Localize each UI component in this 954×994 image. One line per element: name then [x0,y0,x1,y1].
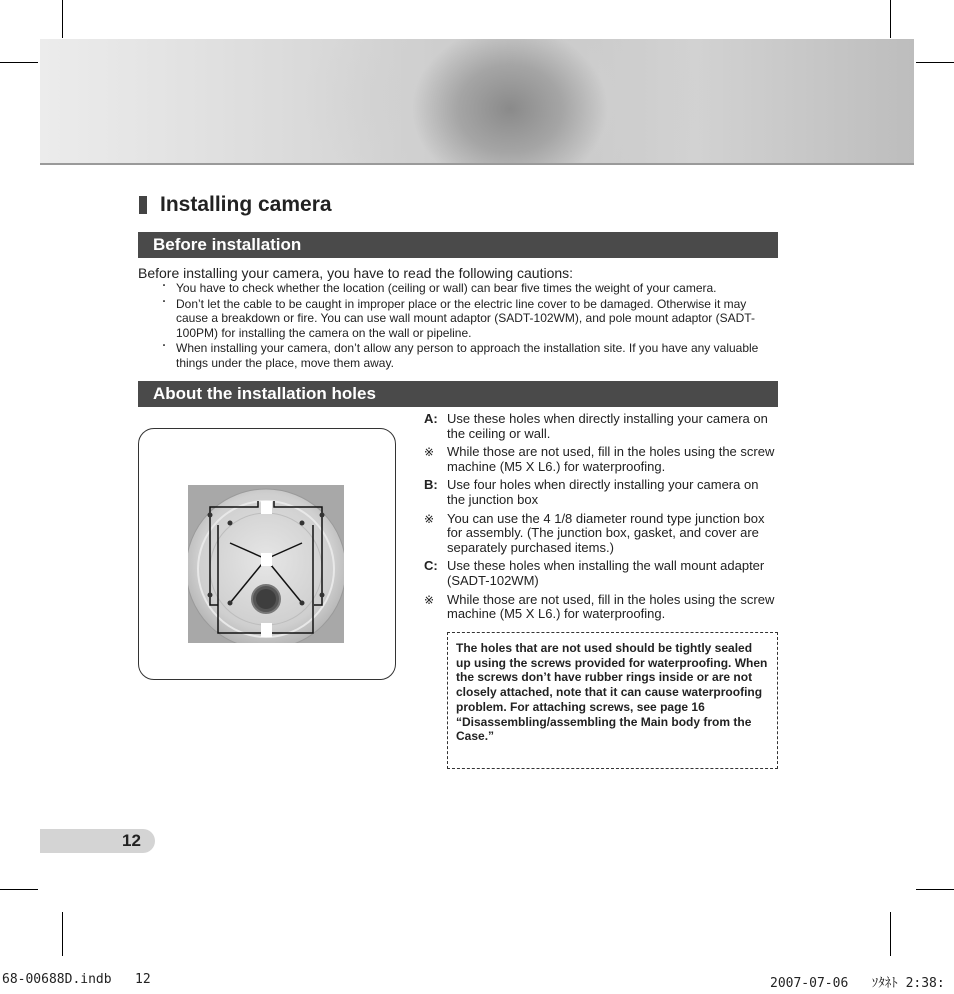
section-heading-before-installation: Before installation [138,232,778,258]
note-marker: ※ [424,445,435,460]
list-item: ・ Don’t let the cable to be caught in improper place or the electric line cover to be damaged. Otherwise it may cause a breakdown or fire. You can use wall mount adaptor (SADT-102WM), and pole mount adaptor (SADT-100PM) for installing the camera on the wall or pipeline. [159,296,755,340]
footer-timestamp: 2007-07-06 ｿﾀﾈﾄ 2:38: [770,976,945,991]
caution-list [158,281,773,371]
crop-mark [890,912,891,956]
page-title: Installing camera [160,193,332,216]
crop-mark [62,912,63,956]
title-marker [139,196,147,214]
section-heading-installation-holes: About the installation holes [138,381,778,407]
list-item: ・ You have to check whether the location (ceiling or wall) can bear five times the weight of your camera. [159,281,717,295]
bullet-icon: ・ [159,281,169,292]
crop-mark [916,889,954,890]
crop-mark [0,889,38,890]
crop-mark [916,62,954,63]
crop-mark [0,62,38,63]
list-item: ・ When installing your camera, don’t allow any person to approach the installation site. If you have any valuable things under the place, move them away. [159,341,759,370]
note-marker: ※ [424,511,435,526]
crop-mark [62,0,63,38]
note-item: C: Use these holes when installing the wall mount adapter (SADT-102WM) [424,558,765,588]
note-item: ※ While those are not used, fill in the holes using the screw machine (M5 X L6.) for waterproofing. [424,444,775,474]
installation-hole-notes [423,412,778,626]
waterproofing-warning: The holes that are not used should be tightly sealed up using the screws provided for waterproofing. When the screws don’t have rubber rings inside or are not closely attached, note that it can cause waterproofing problem. For attaching screws, see page 16 “Disassembling/assembling the Main body from the Case.” [447,632,778,769]
note-marker: A: [424,411,438,426]
footer-file-info: 68-00688D.indb 12 [2,972,151,987]
note-item: B: Use four holes when directly installing your camera on the junction box [424,477,759,507]
note-item: ※ While those are not used, fill in the holes using the screw machine (M5 X L6.) for waterproofing. [424,591,775,622]
header-banner [40,39,914,165]
note-marker: ※ [424,592,435,607]
page-number: 12 [122,831,141,850]
bullet-icon: ・ [159,341,169,352]
intro-text: Before installing your camera, you have to read the following cautions: [138,265,574,281]
note-item: A: Use these holes when directly installing your camera on the ceiling or wall. [424,411,768,441]
note-marker: C: [424,558,438,574]
note-item: ※ You can use the 4 1/8 diameter round type junction box for assembly. (The junction box, gasket, and cover are separately purchased items.) [424,510,765,555]
note-marker: B: [424,477,438,493]
mounting-plate-photo [188,485,344,643]
bullet-icon: ・ [159,296,169,308]
crop-mark [890,0,891,38]
